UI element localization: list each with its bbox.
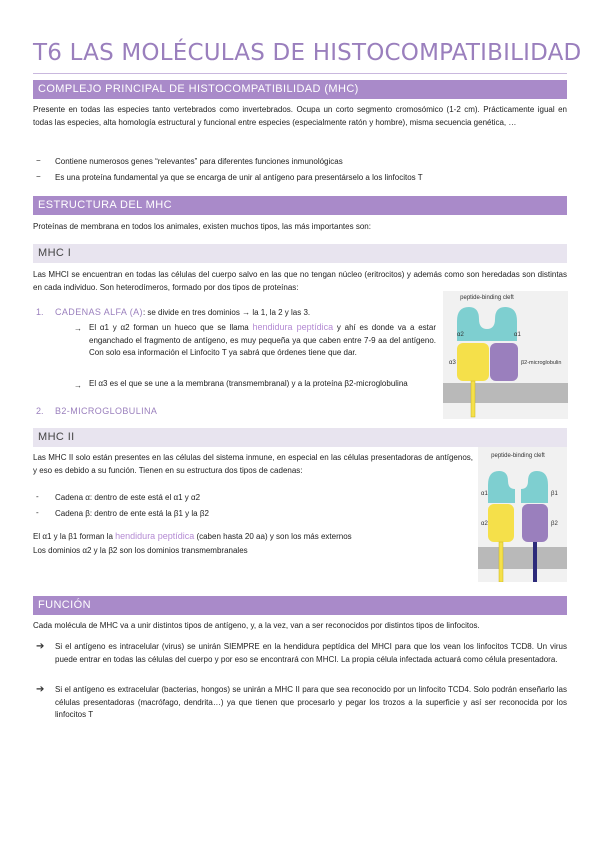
arrow-icon: →: [74, 324, 82, 333]
item-number: 1.: [36, 307, 44, 317]
mhc-paragraph: Presente en todas las especies tanto vertebrados como invertebrados. Ocupa un corto segmento cromosómico (1-2 cm). Prácticamente igual en todas las especies, alta homología estructural y funcional entre especies (especialmente ratón y hombre), misma secuencia genética, …: [33, 105, 567, 127]
cleft-text-b: (caben hasta 20 aa) y son los más externos: [194, 532, 352, 541]
mhc2-cleft-text: [33, 530, 473, 544]
a1-label: α1: [481, 491, 488, 497]
dash-mark: -: [36, 508, 39, 517]
alpha3-domain: [457, 343, 489, 381]
mhc2-paragraph: Las MHC II solo están presentes en las células del sistema inmune, en especial en las células presentadoras de antígenos, y eso es debido a su función. Tienen en su estructura dos tipos de cadenas:: [33, 453, 473, 475]
estructura-paragraph: Proteínas de membrana en todos los animales, existen muchos tipos, las más importantes son:: [33, 222, 371, 231]
membrane: [478, 547, 567, 569]
item-number: 2.: [36, 406, 44, 416]
funcion-point-1: Si el antígeno es intracelular (virus) se unirán SIEMPRE en la hendidura peptídica del MHCI para que los vean los linfocitos TCD8. Un virus puede entrar en todas las células del cuerpo y por eso se encontrará con MHCI. La propia célula infectada actuará como célula presentadora.: [55, 642, 567, 664]
arrow-bullet-icon: ➔: [36, 684, 45, 695]
dash-mark: -: [36, 492, 39, 501]
chain-beta-text: Cadena β: dentro de ente está la β1 y la β2: [55, 509, 209, 518]
section-heading-mhc: COMPLEJO PRINCIPAL DE HISTOCOMPATIBILIDAD (MHC): [33, 80, 567, 99]
cadenas-alfa-item: [55, 307, 435, 317]
a2-label: α2: [457, 332, 464, 338]
cleft-text-a: El α1 y la β1 forman la: [33, 532, 116, 541]
arrow-bullet-icon: ➔: [36, 641, 45, 652]
beta-stalk: [533, 542, 537, 582]
membrane: [443, 383, 568, 403]
mhc-bullet-2: Es una proteína fundamental ya que se encarga de unir al antígeno para presentárselo a los linfocitos T: [55, 173, 423, 182]
hendidura-highlight-2: hendidura peptídica: [115, 531, 195, 541]
section-heading-mhc1: MHC I: [33, 244, 567, 263]
section-heading-mhc2: MHC II: [33, 428, 567, 447]
section-heading-funcion: FUNCIÓN: [33, 596, 567, 615]
b1-label: β1: [551, 491, 558, 497]
a1-label: α1: [514, 332, 521, 338]
cadenas-alfa-text: : se divide en tres dominios → la 1, la 2 y las 3.: [142, 308, 311, 317]
hendidura-highlight: hendidura peptídica: [252, 322, 334, 332]
mhc1-structure-figure: [443, 291, 568, 419]
alpha2-domain: [488, 504, 514, 542]
beta2-domain: [522, 504, 548, 542]
cleft-label: peptide-binding cleft: [460, 295, 514, 301]
funcion-point-2: Si el antígeno es extracelular (bacterias, hongos) se unirán a MHC II para que sea reconocido por un linfocito TCD4. Solo podrán enseñarlo las células presentadoras (macrófago, dendrita…) ya que tienen que procesarlo y pegar los trozos a la superficie y así ser reconocida por los linfocitos T: [55, 685, 567, 719]
b2-microglobulina-label: B2-MICROGLOBULINA: [55, 406, 158, 416]
mhc-bullet-1: Contiene numerosos genes “relevantes” para diferentes funciones inmunológicas: [55, 157, 343, 166]
chain-alpha-text: Cadena α: dentro de este está el α1 y α2: [55, 493, 201, 502]
mhc2-structure-figure: [478, 447, 567, 582]
arrow-icon: →: [74, 381, 82, 390]
cleft-label: peptide-binding cleft: [491, 453, 545, 459]
cadenas-alfa-label: CADENAS ALFA (A): [55, 307, 143, 317]
page-title: T6 LAS MOLÉCULAS DE HISTOCOMPATIBILIDAD: [33, 40, 582, 66]
sub1-text-b: y ahí es donde va a estar enganchado el fragmento de antígeno, es muy pequeña ya que caben entre 7-9 aa del antígeno. Con solo esa información el Linfocito T ya sabrá que órdenes tiene que dar.: [89, 323, 437, 357]
alfa-sub-1: [89, 321, 436, 360]
mhc2-domains-text: Los dominios α2 y la β2 son los dominios transmembranales: [33, 546, 248, 555]
mhc1-paragraph: Las MHCI se encuentran en todas las células del cuerpo salvo en las que no tengan núcleo (eritrocitos) y además como son heredadas son distintas en cada individuo. Son heterodímeros, formado por dos tipos de proteínas:: [33, 270, 567, 292]
funcion-paragraph: Cada molécula de MHC va a unir distintos tipos de antígeno, y, a la vez, van a ser reconocidos por distintos tipos de linfocitos.: [33, 621, 480, 630]
a2-label: α2: [481, 521, 488, 527]
section-heading-estructura: ESTRUCTURA DEL MHC: [33, 196, 567, 215]
a3-label: α3: [449, 360, 456, 366]
b2-label: β2: [551, 521, 558, 527]
transmembrane-stalk: [471, 381, 475, 417]
b2-microglobulin-domain: [490, 343, 518, 381]
sub1-text-a: El α1 y α2 forman un hueco que se llama: [89, 323, 253, 332]
alfa-sub-2: El α3 es el que se une a la membrana (transmembranal) y a la proteína β2-microglobulina: [89, 379, 408, 388]
alpha-stalk: [499, 542, 503, 582]
b2m-label: β2-microglobulin: [521, 360, 562, 366]
title-underline: [33, 73, 567, 74]
bullet-mark: −: [36, 156, 41, 165]
bullet-mark: −: [36, 172, 41, 181]
